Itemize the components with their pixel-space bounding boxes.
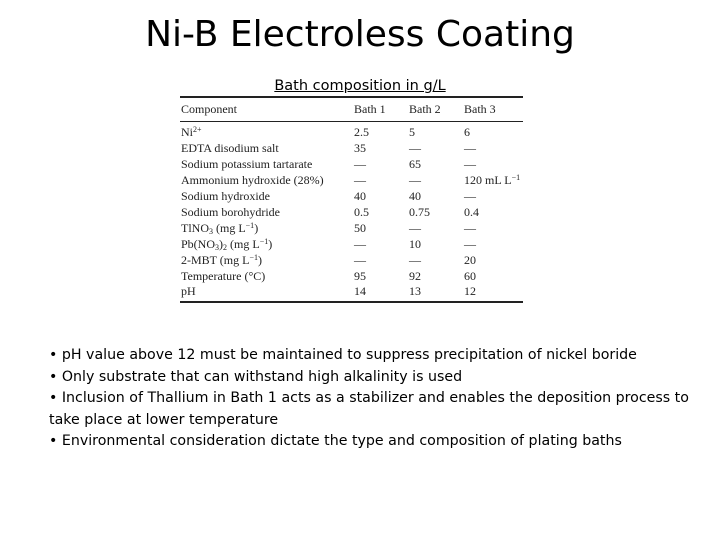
table-cell-bath-3: 120 mL $L^{-1}$	[464, 173, 521, 187]
table-bottom-rule	[180, 301, 523, 303]
table-cell-bath-3: 60	[464, 269, 476, 283]
header-component: Component	[181, 102, 237, 116]
table-cell-bath-2: 40	[409, 189, 421, 203]
table-cell-bath-1: —	[354, 173, 366, 187]
table-row-component: TlNO$_3$ (mg $L^{-1}$)	[181, 221, 259, 236]
table-cell-bath-2: —	[409, 221, 421, 235]
table-header-row	[180, 102, 523, 118]
table-cell-bath-1: 0.5	[354, 205, 369, 219]
table-row-component: 2-MBT (mg $L^{-1}$)	[181, 253, 262, 267]
table-cell-bath-2: 0.75	[409, 205, 430, 219]
table-cell-bath-1: 40	[354, 189, 366, 203]
table-top-rule	[180, 96, 523, 98]
bullet-item: • Only substrate that can withstand high alkalinity is used	[49, 368, 463, 385]
table-cell-bath-3: 12	[464, 284, 476, 298]
table-cell-bath-2: 65	[409, 157, 421, 171]
bullet-item: • pH value above 12 must be maintained to suppress precipitation of nickel boride	[49, 347, 637, 363]
table-cell-bath-2: 10	[409, 237, 421, 251]
slide-title: Ni-B Electroless Coating	[145, 14, 575, 55]
table-cell-bath-3: —	[464, 237, 476, 251]
table-cell-bath-1: —	[354, 237, 366, 251]
table-cell-bath-2: 13	[409, 284, 421, 298]
table-row-component: Temperature (°C)	[181, 269, 266, 283]
table-row-component: $Pb(NO_3)_2$ (mg $L^{-1}$)	[181, 237, 273, 252]
table-row-component: Sodium potassium tartarate	[181, 157, 313, 171]
table-cell-bath-3: —	[464, 189, 476, 203]
table-row-component: Sodium hydroxide	[181, 189, 270, 203]
table-cell-bath-3: 6	[464, 125, 470, 139]
table-cell-bath-3: —	[464, 221, 476, 235]
table-cell-bath-1: 95	[354, 269, 366, 283]
table-cell-bath-1: 50	[354, 221, 366, 235]
header-bath-2: Bath 2	[409, 102, 441, 116]
table-cell-bath-3: —	[464, 157, 476, 171]
table-cell-bath-3: 20	[464, 253, 476, 267]
bullet-list	[49, 345, 689, 453]
table-cell-bath-2: —	[409, 141, 421, 155]
table-cell-bath-2: 92	[409, 269, 421, 283]
table-row-component: EDTA disodium salt	[181, 141, 279, 155]
table-row-component: $Ni^{2+}$	[181, 125, 202, 139]
table-cell-bath-3: —	[464, 141, 476, 155]
table-cell-bath-1: —	[354, 157, 366, 171]
table-cell-bath-1: 2.5	[354, 125, 369, 139]
table-row-component: Sodium borohydride	[181, 205, 280, 219]
table-cell-bath-1: 14	[354, 284, 366, 298]
header-bath-1: Bath 1	[354, 102, 386, 116]
table-cell-bath-1: 35	[354, 141, 366, 155]
table-row-component: pH	[181, 284, 196, 298]
table-cell-bath-2: —	[409, 253, 421, 267]
table-cell-bath-2: —	[409, 173, 421, 187]
table-cell-bath-2: 5	[409, 125, 415, 139]
table-caption: Bath composition in g/L	[274, 78, 446, 94]
bullet-item: • Environmental consideration dictate the type and composition of plating baths	[49, 433, 622, 450]
table-row-component: Ammonium hydroxide (28%)	[181, 173, 324, 187]
bullet-item: • Inclusion of Thallium in Bath 1 acts as a stabilizer and enables the deposition process to take place at lower temperature	[49, 390, 689, 428]
header-bath-3: Bath 3	[464, 102, 496, 116]
table-cell-bath-1: —	[354, 253, 366, 267]
table-header-rule	[180, 121, 523, 122]
table-cell-bath-3: 0.4	[464, 205, 479, 219]
